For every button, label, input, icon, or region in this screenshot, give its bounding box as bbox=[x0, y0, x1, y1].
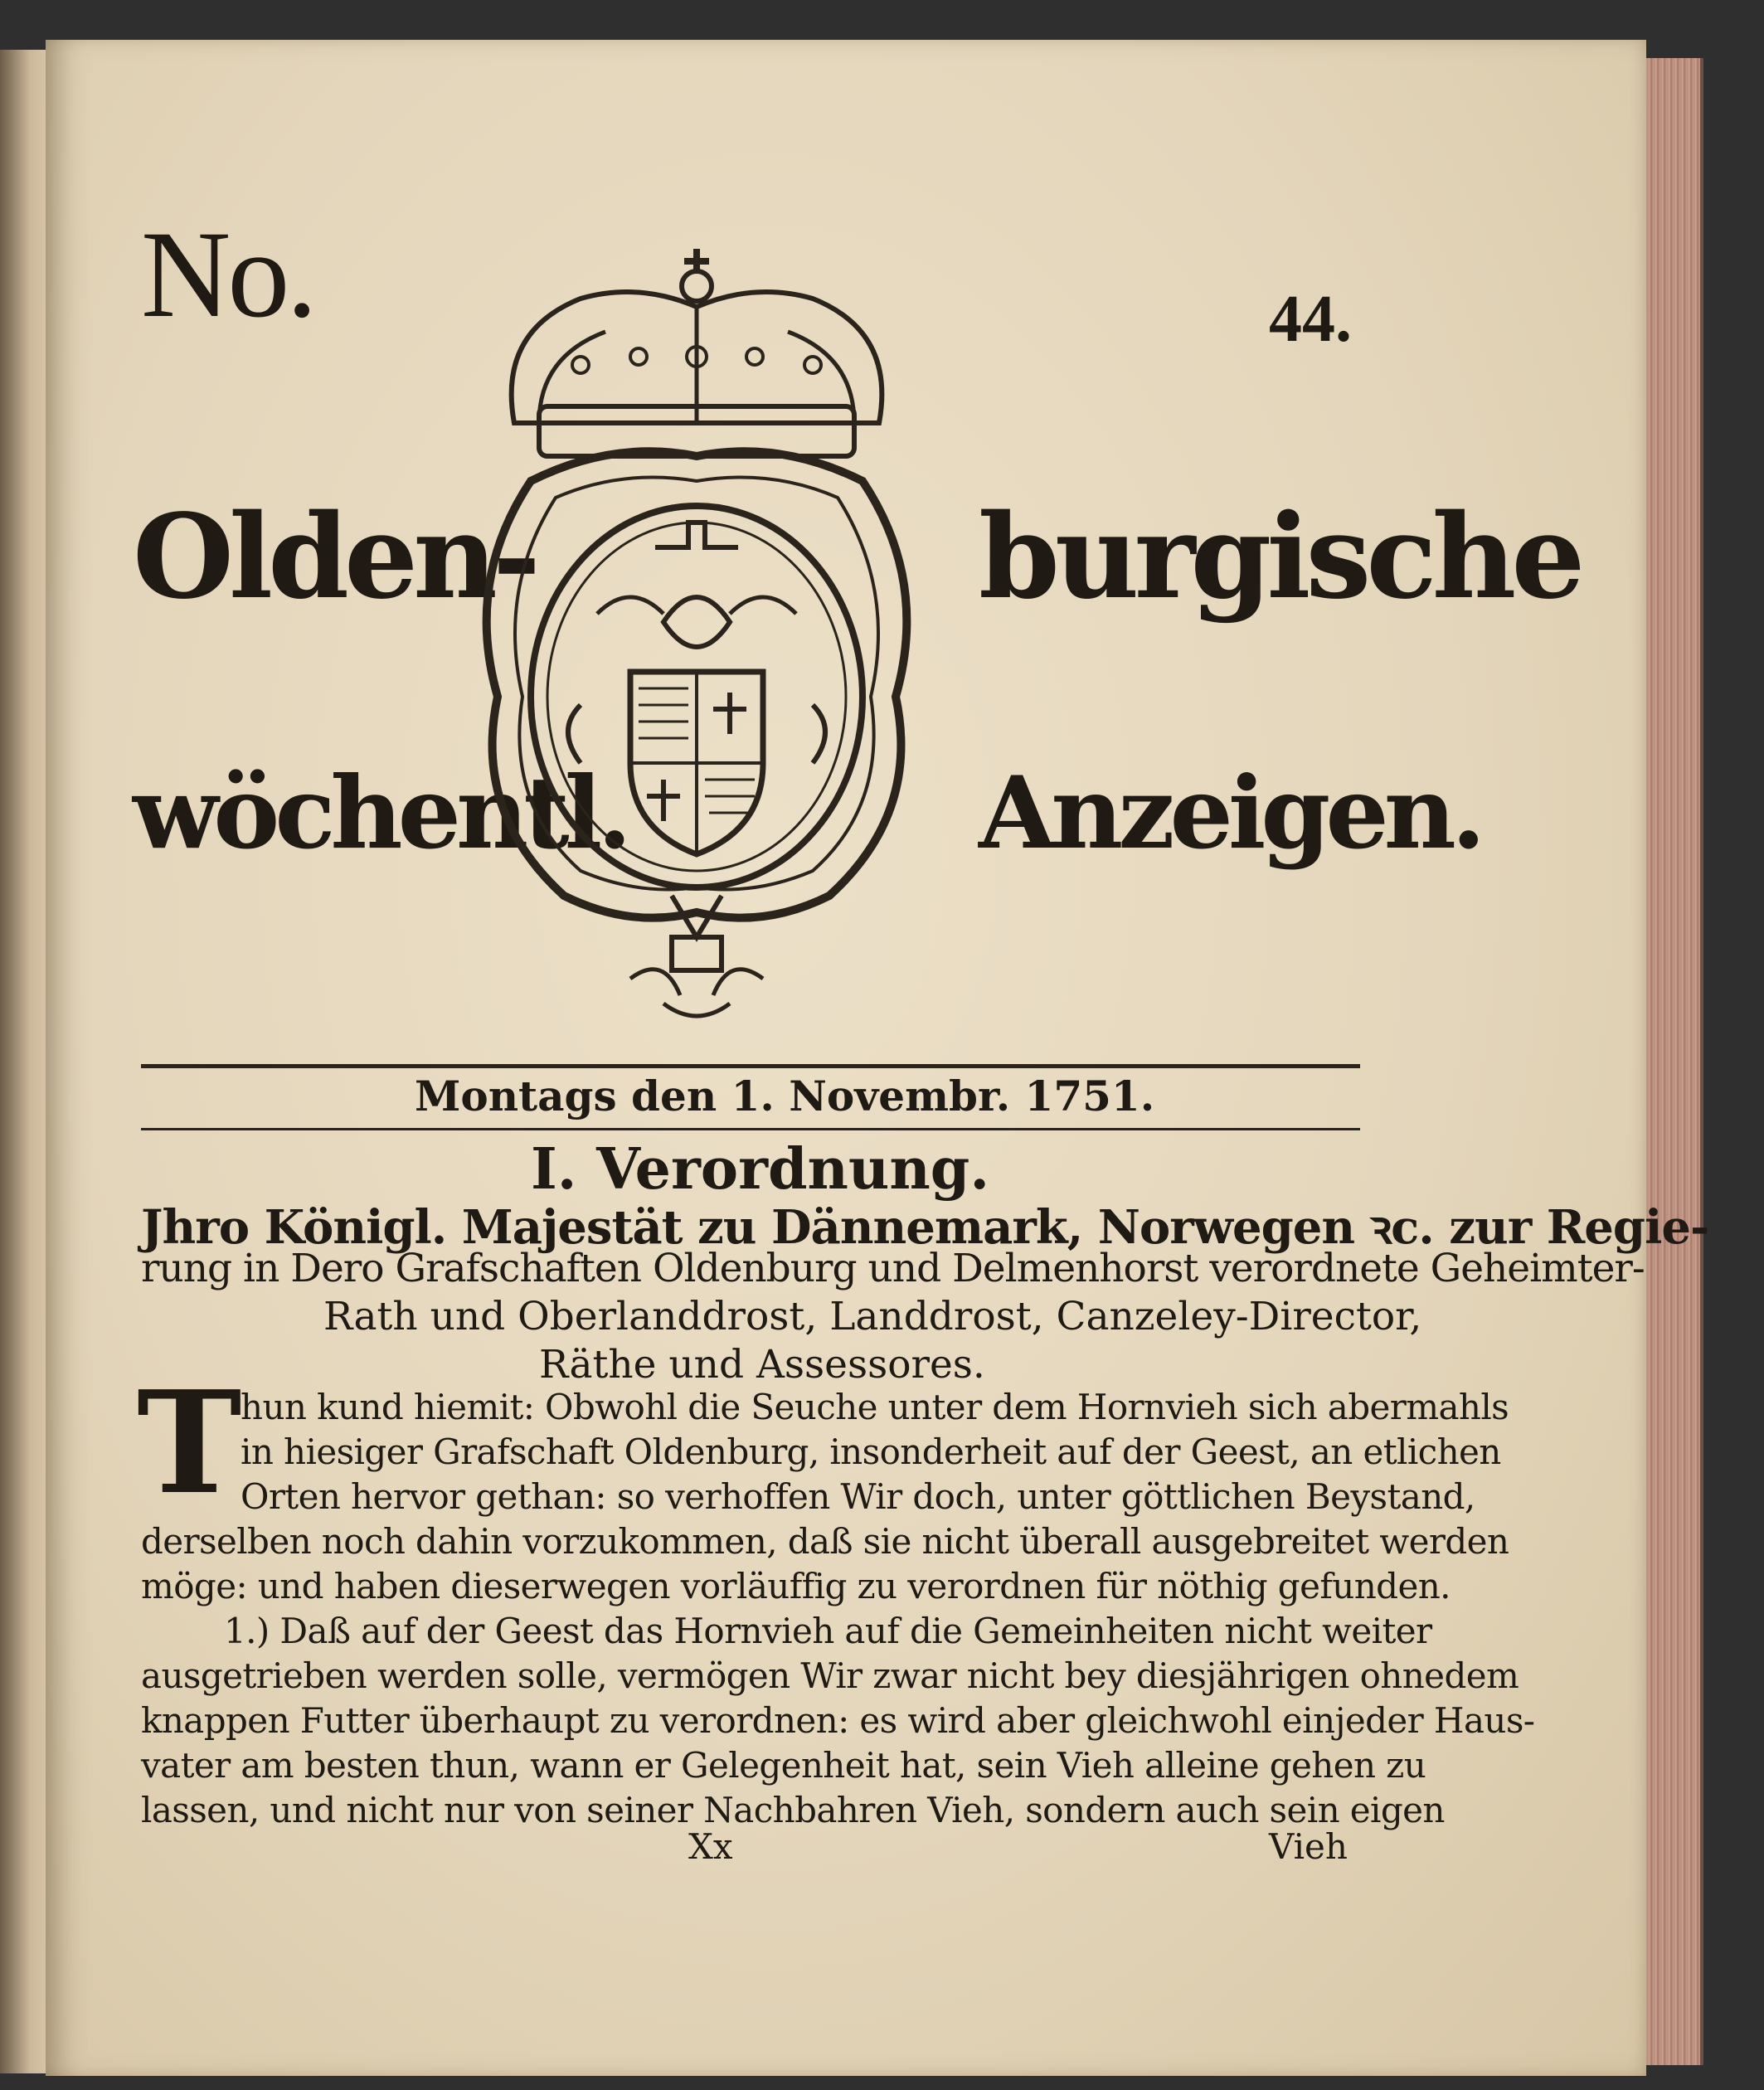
body-text-line: Orten hervor gethan: so verhoffen Wir doch, unter göttlichen Beystand, bbox=[241, 1476, 1475, 1517]
masthead-subtitle-left: wöchentl. bbox=[133, 755, 628, 872]
body-text-line: 1.) Daß auf der Geest das Hornvieh auf die Gemeinheiten nicht weiter bbox=[224, 1611, 1432, 1651]
issue-number: 44. bbox=[1269, 283, 1352, 356]
masthead-title-right: burgische bbox=[979, 489, 1581, 625]
facing-page-edge bbox=[0, 50, 50, 2073]
divider-rule-top bbox=[141, 1064, 1360, 1068]
ordinance-header-line: Jhro Königl. Majestät zu Dännemark, Norwegen ꝛc. zur Regie- bbox=[141, 1200, 1709, 1255]
number-label: No. bbox=[141, 206, 314, 343]
date-line: Montags den 1. Novembr. 1751. bbox=[415, 1072, 1155, 1120]
body-text-line: in hiesiger Grafschaft Oldenburg, insonderheit auf der Geest, an etlichen bbox=[241, 1431, 1501, 1472]
masthead-title-left: Olden- bbox=[133, 489, 536, 625]
body-text-line: hun kund hiemit: Obwohl die Seuche unter dem Hornvieh sich abermahls bbox=[241, 1387, 1509, 1427]
divider-rule-bottom bbox=[141, 1128, 1360, 1130]
section-heading: I. Verordnung. bbox=[531, 1136, 990, 1203]
body-text-line: derselben noch dahin vorzukommen, daß sie nicht überall ausgebreitet werden bbox=[141, 1521, 1509, 1562]
coat-of-arms-icon bbox=[464, 232, 929, 1028]
ordinance-header-line: Räthe und Assessores. bbox=[539, 1342, 985, 1388]
masthead-subtitle-right: Anzeigen. bbox=[979, 755, 1481, 872]
body-text-line: ausgetrieben werden solle, vermögen Wir zwar nicht bey diesjährigen ohnedem bbox=[141, 1655, 1519, 1696]
signature-mark: Xx bbox=[688, 1826, 733, 1867]
drop-cap: T bbox=[137, 1360, 242, 1526]
body-text-line: vater am besten thun, wann er Gelegenheit hat, sein Vieh alleine gehen zu bbox=[141, 1745, 1426, 1786]
body-text-line: möge: und haben dieserwegen vorläuffig zu verordnen für nöthig gefunden. bbox=[141, 1566, 1451, 1606]
ordinance-header-line: Rath und Oberlanddrost, Landdrost, Canzeley-Director, bbox=[323, 1294, 1422, 1339]
ordinance-header-line: rung in Dero Grafschaften Oldenburg und Delmenhorst verordnete Geheimter- bbox=[141, 1246, 1645, 1291]
catchword: Vieh bbox=[1269, 1826, 1348, 1867]
body-text-line: knappen Futter überhaupt zu verordnen: es wird aber gleichwohl einjeder Haus- bbox=[141, 1700, 1535, 1741]
body-text-line: lassen, und nicht nur von seiner Nachbahren Vieh, sondern auch sein eigen bbox=[141, 1790, 1445, 1830]
